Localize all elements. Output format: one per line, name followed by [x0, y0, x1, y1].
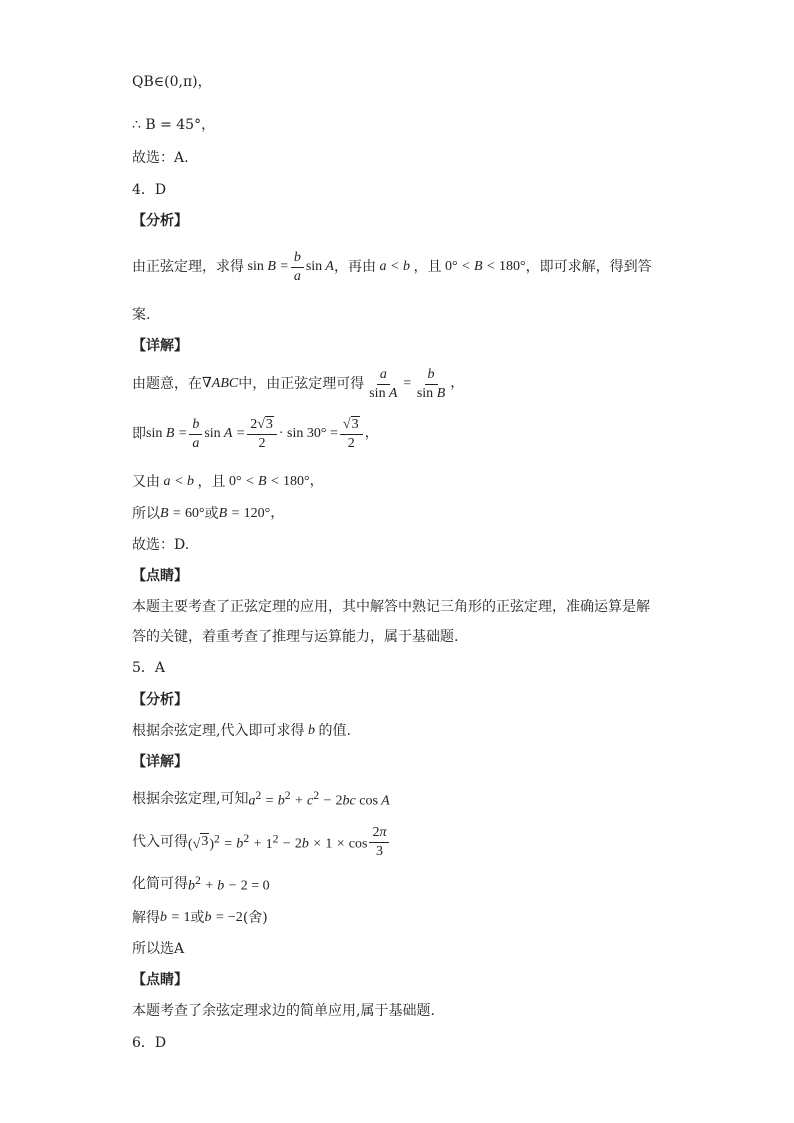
- text-analysis-2: 【分析】: [132, 692, 188, 708]
- text-q4: 4．D: [132, 182, 167, 198]
- text-comment-2: 【点睛】: [132, 972, 188, 988]
- frac-sqrt3-over-2: √ 3 2: [340, 416, 363, 453]
- comment-paragraph: [132, 592, 662, 652]
- frac-2pi-over-3: $\frac{2\pi}{3}$: [369, 824, 389, 861]
- text-substitute: 代入可得: [132, 834, 188, 850]
- text-ji: 即: [132, 426, 146, 442]
- comment-q5: [132, 999, 435, 1023]
- math-b-range-deg: 0° < B < 180°: [444, 259, 526, 274]
- line-choose-a: [132, 146, 189, 170]
- text-solve: 解得: [132, 910, 160, 926]
- section-analysis-heading: [132, 209, 188, 233]
- math-a-lt-b: a < b: [376, 259, 414, 274]
- text-comment-q5: 本题考查了余弦定理求边的简单应用,属于基础题.: [132, 1003, 435, 1019]
- text-an: 案.: [132, 307, 151, 323]
- math-sinb-eq: sin B =: [247, 259, 289, 274]
- frac-b-over-a: $\frac{b}{a}$: [291, 249, 304, 286]
- line-b-range: [132, 70, 212, 94]
- text-detail-mid: 中，由正弦定理可得: [238, 376, 365, 392]
- text-choose-d: 故选：D.: [132, 537, 190, 553]
- text-detail-2: 【详解】: [132, 754, 188, 770]
- text-comment-body: 本题主要考查了正弦定理的应用，其中解答中熟记三角形的正弦定理，准确运算是解答的关键，着重考查了推理与运算能力，属于基础题.: [132, 599, 650, 645]
- question-5-answer: [132, 656, 165, 680]
- frac-2sqrt3-over-2: 2 √ 3 2: [247, 416, 277, 453]
- text-simplify: 化简可得: [132, 876, 188, 892]
- detail-q5-line-1: 根据余弦定理,可知 $a^2 = b^2 + c^2 - 2bc$ cos A: [132, 787, 390, 811]
- text-b-45: ∴ B = 45°，: [132, 117, 216, 133]
- text-you-you: 又由: [132, 474, 160, 490]
- detail-q5-line-3: 化简可得 $b^2 + b - 2 = 0$: [132, 872, 270, 896]
- detail-line-2: 即 sin B = $\frac{b}{a}$ sin A = 2 √ 3 2 · sin 30° = √ 3 2 ，: [132, 416, 379, 451]
- analysis-line-q5: 根据余弦定理,代入即可求得 b 的值.: [132, 719, 351, 743]
- text-or: 或: [190, 910, 205, 926]
- detail-line-3: 又由 a < b ，且 0° < B < 180°，: [132, 470, 324, 494]
- question-4-answer: [132, 178, 166, 202]
- analysis-line-2: [132, 303, 150, 327]
- text-analysis-pre: 由正弦定理，求得: [132, 259, 244, 275]
- section-detail-heading-2: [132, 750, 188, 774]
- section-comment-heading: [132, 564, 188, 588]
- question-6-answer: [132, 1031, 166, 1055]
- text-huo: 或: [204, 506, 219, 522]
- text-detail-pre: 由题意，在: [132, 376, 202, 392]
- detail-line-1: 由题意，在 ∇ABC 中，由正弦定理可得 $\frac{a}{\text{sin A}}$ = $\frac{b}{\text{sin B}}$ ，: [132, 366, 465, 401]
- section-comment-heading-2: [132, 968, 188, 992]
- line-choose-d: [132, 533, 189, 557]
- text-analysis-mid: ，再由: [334, 259, 376, 275]
- section-detail-heading: [132, 334, 188, 358]
- text-discard: (舍): [242, 910, 268, 926]
- detail-line-4: 所以 B = 60° 或 B = 120°，: [132, 502, 284, 526]
- detail-q5-line-4: 解得 b = 1 或 b = −2 (舍): [132, 906, 268, 930]
- text-b-range: QB∈(0,π)，: [132, 74, 212, 90]
- frac-b-over-sinb: $\frac{b}{\text{sin B}}$: [416, 366, 446, 401]
- text-qie: ，且: [197, 474, 226, 490]
- analysis-line-1: [132, 249, 652, 284]
- text-q6: 6．D: [132, 1035, 167, 1051]
- text-analysis: 【分析】: [132, 213, 188, 229]
- math-sin-a: sin A: [305, 259, 334, 274]
- text-analysis-mid2: ，且: [413, 259, 442, 275]
- text-q5: 5．A: [132, 660, 166, 676]
- line-b-45: [132, 113, 215, 137]
- frac-a-over-sina: $\frac{a}{\text{sin A}}$: [369, 366, 398, 401]
- line-choose-a-2: [132, 937, 184, 961]
- text-suoyi: 所以: [132, 506, 160, 522]
- detail-q5-line-2: 代入可得 ( √ 3 )$^2 = b^2 + 1^2 - 2b \times 1 \times \cos$ $\frac{2\pi}{3}$: [132, 830, 391, 854]
- text-q5-analysis-post: 的值.: [318, 723, 351, 739]
- text-q5-analysis-pre: 根据余弦定理,代入即可求得: [132, 723, 305, 739]
- text-analysis-post: ，即可求解，得到答: [525, 259, 652, 275]
- text-choose-a: 故选：A.: [132, 150, 189, 166]
- frac-b-over-a-2: $\frac{b}{a}$: [189, 416, 202, 453]
- text-choose-a-2: 所以选A: [132, 941, 185, 957]
- math-triangle-abc: ∇ABC: [202, 376, 239, 391]
- text-detail: 【详解】: [132, 338, 188, 354]
- text-comment: 【点睛】: [132, 568, 188, 584]
- text-cos-law: 根据余弦定理,可知: [132, 791, 249, 807]
- section-analysis-heading-2: [132, 688, 188, 712]
